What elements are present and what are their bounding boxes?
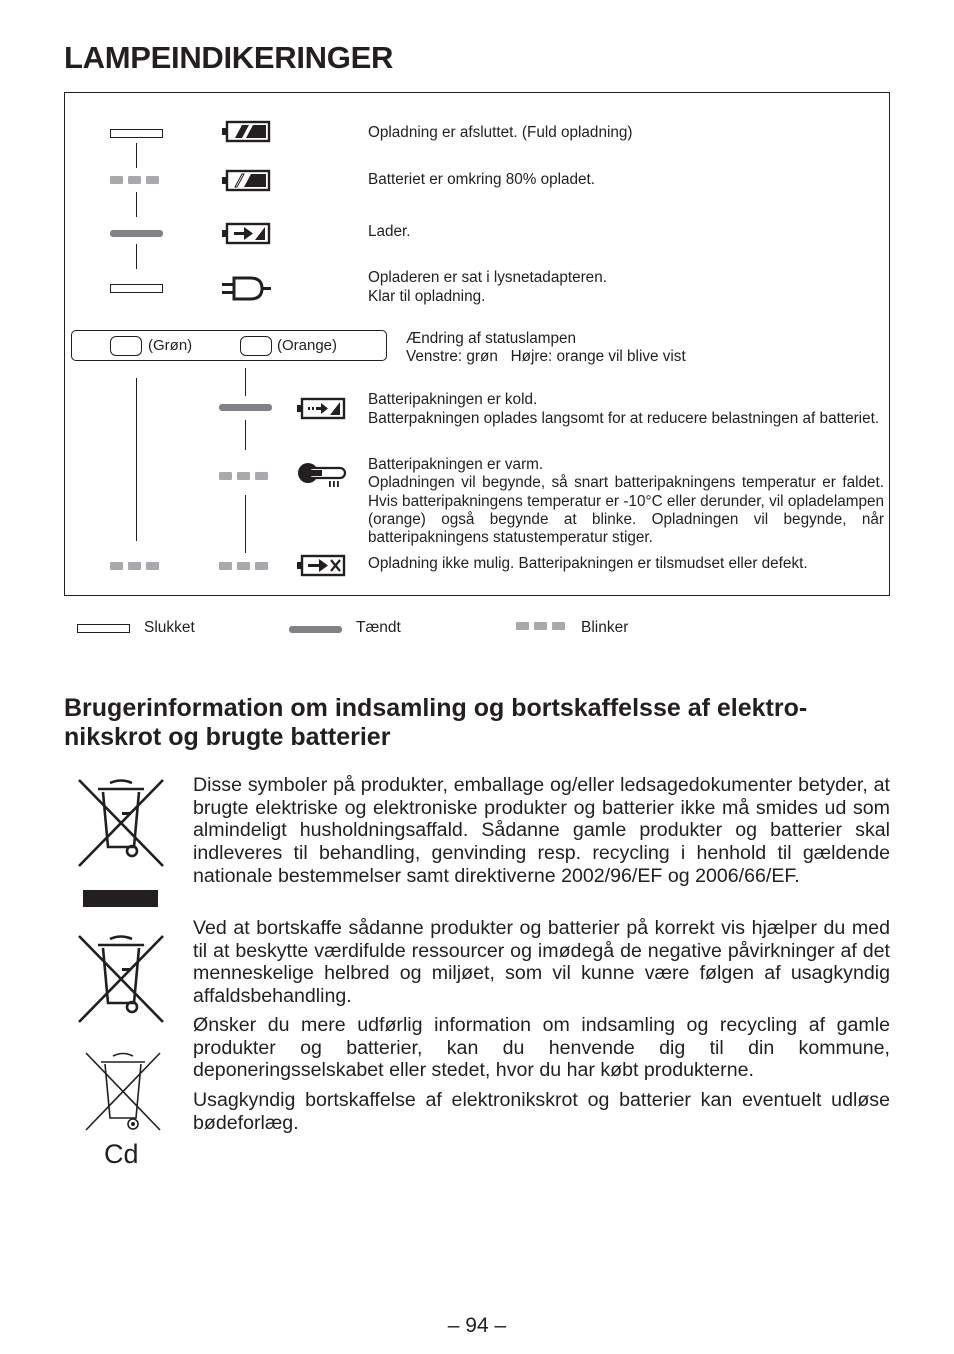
- legend-on-swatch: [289, 626, 342, 633]
- connector-line: [136, 244, 137, 269]
- green-label: (Grøn): [148, 337, 193, 354]
- lamp-blink: [110, 176, 163, 184]
- green-indicator: [110, 336, 142, 356]
- battery-warm-desc: [368, 456, 884, 547]
- connector-line: [136, 192, 137, 217]
- lamp-off: [110, 284, 163, 293]
- orange-connector-line: [245, 368, 246, 396]
- legend-off-swatch: [77, 624, 130, 633]
- crossed-bin-icon-3: [83, 1050, 163, 1135]
- orange-label: (Orange): [277, 337, 338, 354]
- row-plug-text: Opladeren er sat i lysnetadapteren. Klar til opladning.: [368, 269, 607, 305]
- black-bar: [83, 890, 158, 907]
- battery-full-icon: [222, 120, 272, 144]
- paragraph-4: Usagkyndig bortskaffelse af elektronikskrot og batterier kan eventuelt udløse bødeforlæg.: [193, 1089, 890, 1134]
- battery-error-icon: [297, 554, 349, 578]
- lamp-blink-green: [110, 562, 163, 570]
- lamp-off: [110, 129, 163, 138]
- green-connector-line: [136, 378, 137, 541]
- legend-on-label: Tændt: [356, 619, 401, 636]
- lamp-blink-orange-error: [219, 562, 272, 570]
- crossed-bin-icon-2: [76, 933, 166, 1025]
- section-heading: Brugerinformation om indsamling og bortskaffelsse af elektro-nikskrot og brugte batterier: [64, 694, 808, 751]
- row-charging-text: Lader.: [368, 223, 411, 240]
- legend-blink-label: Blinker: [581, 619, 629, 636]
- lamp-on-orange: [219, 404, 272, 411]
- page-title: LAMPEINDIKERINGER: [64, 40, 394, 75]
- connector-line: [136, 143, 137, 168]
- row-80-text: Batteriet er omkring 80% opladet.: [368, 171, 596, 188]
- battery-cold-icon: [297, 397, 349, 421]
- status-change-line2: Venstre: grøn Højre: orange vil blive vist: [406, 348, 686, 365]
- orange-indicator: [240, 336, 272, 356]
- battery-warm-text: Opladningen vil begynde, så snart batteripakningens temperatur er faldet. Hvis batteripakningens temperatur er -10°C eller derunder, vil opladelampen (orange) også begynde at blinke. Opladningen vil begynde, når batteripakningens statustemperatur stiger.: [368, 474, 884, 547]
- legend-off-label: Slukket: [144, 619, 195, 636]
- paragraph-2: Ved at bortskaffe sådanne produkter og batterier på korrekt vis hjælper du med til at beskytte værdifulde ressourcer og imødegå de negative påvirkninger af det menneskelige helbred og miljøet, som vil kunne være følgen af usagkyndig affaldsbehandling.: [193, 917, 890, 1008]
- page-number: – 94 –: [447, 1314, 507, 1337]
- battery-cold-text: Batterpakningen oplades langsomt for at reducere belastningen af batteriet.: [368, 409, 880, 427]
- legend-blink-swatch: [516, 622, 569, 630]
- orange-connector-line: [245, 495, 246, 553]
- battery-cold-desc: [368, 391, 884, 428]
- battery-cold-heading: Batteripakningen er kold.: [368, 391, 538, 408]
- status-change-box: [71, 330, 387, 361]
- battery-warm-heading: Batteripakningen er varm.: [368, 456, 544, 473]
- crossed-bin-icon: [76, 777, 166, 869]
- battery-error-heading: Opladning ikke mulig. Batteripakningen er tilsmudset eller defekt.: [368, 555, 808, 572]
- plug-icon: [222, 276, 272, 302]
- cd-label: Cd: [104, 1139, 139, 1169]
- lamp-on: [110, 230, 163, 237]
- orange-connector-line: [245, 420, 246, 450]
- row-full-text: Opladning er afsluttet. (Fuld opladning): [368, 124, 633, 141]
- status-change-line1: Ændring af statuslampen: [406, 330, 577, 347]
- paragraph-1: Disse symboler på produkter, emballage og/eller ledsagedokumenter betyder, at brugte elektriske og elektroniske produkter og batterier ikke må smides ud som almindeligt husholdningsaffald. Sådanne gamle produkter og batterier skal indleveres til behandling, genvinding resp. recycling i henhold til gældende nationale bestemmelser samt direktiverne 2002/96/EF og 2006/66/EF.: [193, 774, 890, 887]
- charging-icon: [222, 222, 272, 246]
- battery-80-icon: [222, 169, 272, 193]
- paragraph-3: Ønsker du mere udførlig information om indsamling og recycling af gamle produkter og batterier, kan du henvende dig til din kommune, deponeringsselskabet eller stedet, hvor du har købt produkterne.: [193, 1014, 890, 1082]
- lamp-blink-orange: [219, 472, 272, 480]
- thermometer-icon: [297, 460, 349, 490]
